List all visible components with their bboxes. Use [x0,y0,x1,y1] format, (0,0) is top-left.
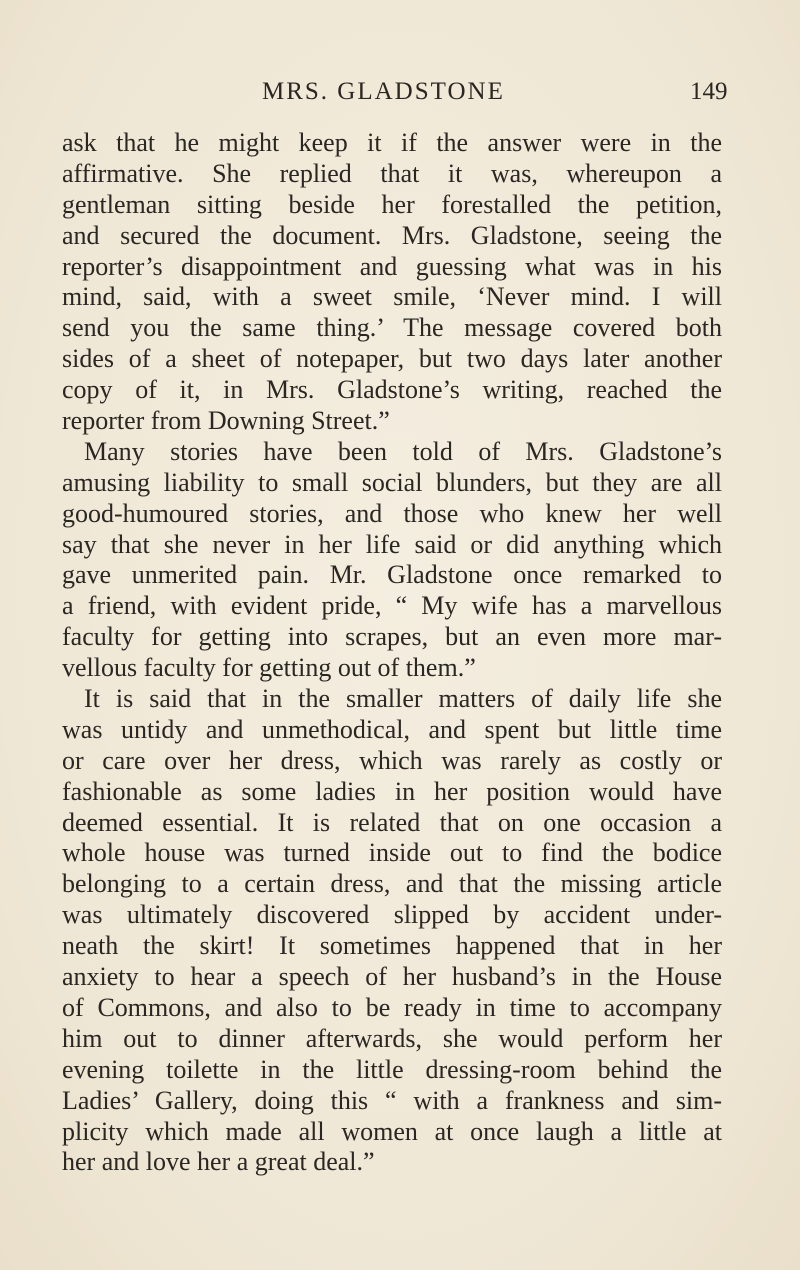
text-line: of Commons, and also to be ready in time to accompany [62,992,722,1022]
text-line: Ladies’ Gallery, doing this “ with a frankness and sim- [62,1085,722,1115]
page-number: 149 [690,78,728,105]
text-line: send you the same thing.’ The message covered both [62,313,722,343]
text-line: was untidy and unmethodical, and spent but little time [62,714,722,744]
paragraph-end-line: reporter from Downing Street.” [62,406,390,436]
text-line: ask that he might keep it if the answer were in the [62,128,722,157]
text-line: deemed essential. It is related that on one occasion a [62,807,722,837]
paragraph-end-line: vellous faculty for getting out of them.” [62,653,476,683]
running-head [0,78,800,118]
text-line: mind, said, with a sweet smile, ‘Never mind. I will [62,282,722,312]
text-line: gentleman sitting beside her forestalled the petition, [62,189,722,219]
text-line: belonging to a certain dress, and that the missing article [62,869,722,899]
running-title: MRS. GLADSTONE [262,78,505,105]
text-line: say that she never in her life said or did anything which [62,529,722,559]
text-line: a friend, with evident pride, “ My wife has a marvellous [62,591,722,621]
body-text [62,128,722,1178]
text-line: good-humoured stories, and those who knew her well [62,498,722,528]
text-line: gave unmerited pain. Mr. Gladstone once remarked to [62,560,722,590]
text-line: amusing liability to small social blunders, but they are all [62,467,722,497]
text-line: anxiety to hear a speech of her husband’s in the House [62,962,722,992]
text-line: evening toilette in the little dressing-room behind the [62,1054,722,1084]
text-line: reporter’s disappointment and guessing what was in his [62,251,722,281]
text-line: or care over her dress, which was rarely as costly or [62,745,722,775]
paragraph-start-line: Many stories have been told of Mrs. Gladstone’s [84,436,722,466]
text-line: neath the skirt! It sometimes happened that in her [62,931,722,961]
text-line: and secured the document. Mrs. Gladstone, seeing the [62,220,722,250]
paragraph-start-line: It is said that in the smaller matters of daily life she [84,684,722,714]
text-line: fashionable as some ladies in her position would have [62,776,722,806]
text-line: sides of a sheet of notepaper, but two days later another [62,344,722,374]
text-line: him out to dinner afterwards, she would perform her [62,1023,722,1053]
text-line: was ultimately discovered slipped by accident under- [62,900,722,930]
text-line: copy of it, in Mrs. Gladstone’s writing, reached the [62,375,722,405]
text-line: faculty for getting into scrapes, but an even more mar- [62,622,722,652]
text-line: affirmative. She replied that it was, whereupon a [62,158,722,188]
paragraph-end-line: her and love her a great deal.” [62,1147,375,1177]
text-line: whole house was turned inside out to find the bodice [62,838,722,868]
text-line: plicity which made all women at once laugh a little at [62,1116,722,1146]
